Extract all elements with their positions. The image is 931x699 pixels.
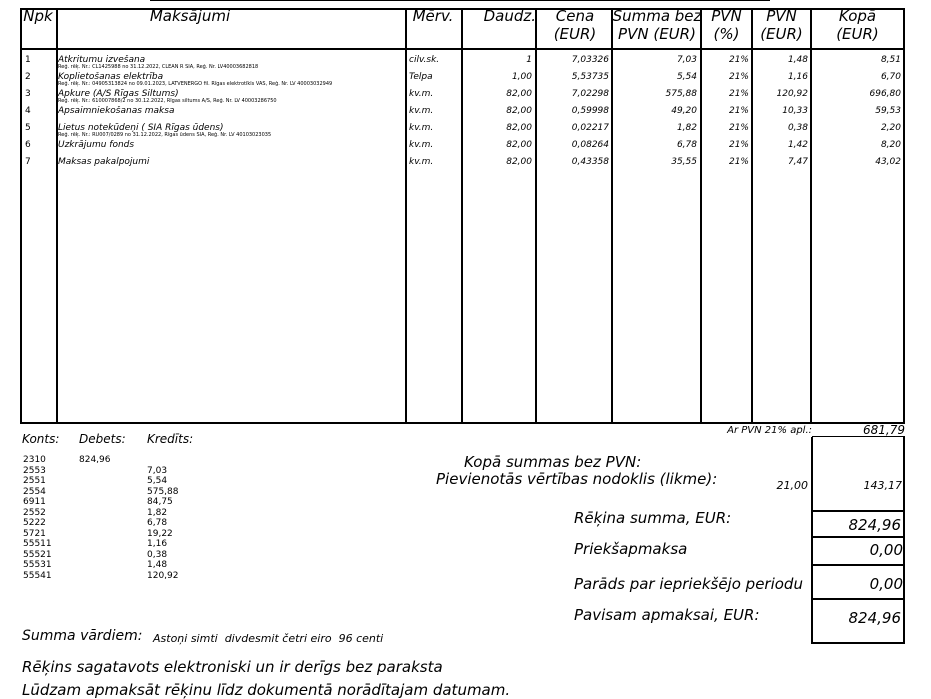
header-npk: Npk xyxy=(23,7,53,25)
summa-vardiem-label: Summa vārdiem: xyxy=(22,628,143,644)
item-npk: 5 xyxy=(25,123,31,133)
item-net: 6,78 xyxy=(676,140,697,150)
footer-line-2: Lūdzam apmaksāt rēķinu līdz dokumentā norādītajam datumam. xyxy=(22,681,511,699)
item-net: 575,88 xyxy=(665,89,697,99)
table-row xyxy=(0,123,931,140)
parads-value: 0,00 xyxy=(869,575,903,593)
item-unit: kv.m. xyxy=(409,106,434,116)
item-vat: 0,38 xyxy=(787,123,808,133)
table-row xyxy=(0,55,931,72)
item-name: Maksas pakalpojumi xyxy=(58,157,150,167)
account-debets: 824,96 xyxy=(79,455,111,465)
pvn-label: Pievienotās vērtības nodoklis (likme): xyxy=(436,470,718,488)
header-pvn-eur: PVN (EUR) xyxy=(760,7,803,43)
item-net: 49,20 xyxy=(671,106,697,116)
account-konts: 55531 xyxy=(23,560,52,570)
account-kredits: 84,75 xyxy=(147,497,173,507)
ar-pvn-value: 681,79 xyxy=(863,423,905,437)
table-row xyxy=(0,157,931,174)
item-price: 0,59998 xyxy=(571,106,609,116)
item-total: 8,51 xyxy=(880,55,901,65)
item-vat-pct: 21% xyxy=(728,106,749,116)
item-note: Reģ. rēķ. Nr.: RU007/0289 no 31.12.2022, Rīgas ūdens SIA, Reģ. Nr. LV 40103023035 xyxy=(58,132,272,138)
item-qty: 82,00 xyxy=(506,157,532,167)
account-kredits: 1,48 xyxy=(147,560,168,570)
table-row xyxy=(0,140,931,157)
pavisam-value: 824,96 xyxy=(848,609,901,627)
header-daudz: Daudz. xyxy=(483,7,536,25)
item-total: 8,20 xyxy=(880,140,901,150)
item-note: Reģ. rēķ. Nr.: 610007868/2 no 30.12.2022, Rīgas siltums A/S, Reģ. Nr. LV 40003286750 xyxy=(58,98,277,104)
item-qty: 82,00 xyxy=(506,123,532,133)
account-konts: 2553 xyxy=(23,465,46,476)
item-name: Koplietošanas elektrība xyxy=(58,72,164,82)
account-konts: 2310 xyxy=(23,455,46,465)
item-unit: kv.m. xyxy=(409,123,434,133)
footer-line-1: Rēķins sagatavots elektroniski un ir derīgs bez paraksta xyxy=(22,658,443,676)
table-row xyxy=(0,106,931,123)
pvn-value: 143,17 xyxy=(863,479,902,492)
priekshapmaksa-value: 0,00 xyxy=(869,541,903,559)
item-total: 696,80 xyxy=(869,89,901,99)
header-kopa: Kopā (EUR) xyxy=(836,7,879,43)
account-konts: 2551 xyxy=(23,476,46,486)
item-unit: kv.m. xyxy=(409,157,434,167)
pavisam-label: Pavisam apmaksai, EUR: xyxy=(574,606,760,624)
item-vat: 1,16 xyxy=(787,72,808,82)
item-price: 5,53735 xyxy=(571,72,609,82)
item-npk: 4 xyxy=(25,106,31,116)
item-net: 35,55 xyxy=(671,157,697,167)
account-kredits: 5,54 xyxy=(147,476,168,486)
item-name: Apsaimniekošanas maksa xyxy=(58,106,175,116)
item-unit: Telpa xyxy=(409,72,433,82)
item-total: 59,53 xyxy=(875,106,901,116)
account-kredits: 1,16 xyxy=(147,539,168,549)
kopa-summas-label: Kopā summas bez PVN: xyxy=(464,453,642,471)
account-kredits: 19,22 xyxy=(147,528,173,539)
item-name: Apkure (A/S Rīgas Siltums) xyxy=(58,89,179,99)
item-npk: 2 xyxy=(25,72,31,82)
item-npk: 6 xyxy=(25,140,31,150)
parads-label: Parāds par iepriekšējo periodu xyxy=(574,575,803,593)
item-note: Reģ. rēķ. Nr.: 04905313824 no 09.01.2023, LATVENERGO fil. Rīgas elektrotīkls VAS, Reģ. Nr. LV 40003032949 xyxy=(58,81,333,87)
pvn-rate: 21,00 xyxy=(776,479,808,492)
account-konts: 2554 xyxy=(23,486,46,497)
item-price: 0,43358 xyxy=(571,157,609,167)
header-maksajumi: Maksājumi xyxy=(149,7,231,25)
item-price: 7,02298 xyxy=(571,89,609,99)
priekshapmaksa-label: Priekšapmaksa xyxy=(574,540,688,558)
item-price: 0,08264 xyxy=(571,140,609,150)
item-price: 0,02217 xyxy=(571,123,609,133)
account-kredits: 6,78 xyxy=(147,518,168,528)
item-net: 5,54 xyxy=(676,72,697,82)
account-konts: 5222 xyxy=(23,518,46,528)
item-unit: kv.m. xyxy=(409,140,434,150)
item-price: 7,03326 xyxy=(571,55,609,65)
table-row xyxy=(0,72,931,89)
header-pvn-pct: PVN (%) xyxy=(711,7,742,43)
table-row xyxy=(0,89,931,106)
item-vat: 120,92 xyxy=(776,89,808,99)
item-npk: 3 xyxy=(25,89,31,99)
item-vat: 10,33 xyxy=(782,106,808,116)
header-cena: Cena (EUR) xyxy=(553,7,597,43)
account-konts: 6911 xyxy=(23,497,46,507)
item-npk: 1 xyxy=(25,55,31,65)
item-name: Lietus notekūdeņi ( SIA Rīgas ūdens) xyxy=(58,123,224,133)
item-vat-pct: 21% xyxy=(728,123,749,133)
item-total: 43,02 xyxy=(875,157,901,167)
item-name: Atkritumu izvešana xyxy=(58,55,146,65)
item-qty: 82,00 xyxy=(506,89,532,99)
account-konts: 55511 xyxy=(23,539,52,549)
item-total: 2,20 xyxy=(880,123,901,133)
item-vat-pct: 21% xyxy=(728,89,749,99)
item-qty: 1,00 xyxy=(511,72,532,82)
item-qty: 82,00 xyxy=(506,140,532,150)
item-unit: kv.m. xyxy=(409,89,434,99)
account-konts: 5721 xyxy=(23,528,46,539)
account-konts: 2552 xyxy=(23,507,46,518)
item-net: 1,82 xyxy=(676,123,697,133)
item-vat: 1,42 xyxy=(787,140,808,150)
ar-pvn-label: Ar PVN 21% apl.: xyxy=(727,425,812,436)
item-qty: 82,00 xyxy=(506,106,532,116)
account-kredits: 7,03 xyxy=(147,465,168,476)
kredits-label: Kredīts: xyxy=(147,432,194,446)
item-vat: 7,47 xyxy=(787,157,808,167)
item-name: Uzkrājumu fonds xyxy=(58,140,135,150)
summa-vardiem-value: Astoņi simti divdesmit četri eiro 96 centi xyxy=(153,632,384,645)
header-summa: Summa bez PVN (EUR) xyxy=(612,7,702,43)
item-vat-pct: 21% xyxy=(728,55,749,65)
account-kredits: 575,88 xyxy=(147,486,179,497)
account-konts: 55521 xyxy=(23,549,52,560)
item-vat-pct: 21% xyxy=(728,157,749,167)
account-kredits: 120,92 xyxy=(147,570,179,581)
item-note: Reģ. rēķ. Nr.: CL1425988 no 31.12.2022, CLEAN R SIA, Reģ. Nr. LV40003682818 xyxy=(58,64,259,70)
konts-label: Konts: xyxy=(22,432,60,446)
header-merv: Mērv. xyxy=(412,7,454,25)
item-vat-pct: 21% xyxy=(728,140,749,150)
item-vat-pct: 21% xyxy=(728,72,749,82)
item-vat: 1,48 xyxy=(787,55,808,65)
item-net: 7,03 xyxy=(676,55,697,65)
account-konts: 55541 xyxy=(23,570,52,581)
account-kredits: 0,38 xyxy=(147,549,168,560)
account-kredits: 1,82 xyxy=(147,507,168,518)
debets-label: Debets: xyxy=(79,432,126,446)
item-total: 6,70 xyxy=(880,72,901,82)
rekina-summa-label: Rēķina summa, EUR: xyxy=(574,509,732,527)
item-unit: cilv.sk. xyxy=(409,55,440,65)
item-npk: 7 xyxy=(25,157,31,167)
item-qty: 1 xyxy=(526,55,532,65)
rekina-summa-value: 824,96 xyxy=(848,516,901,534)
